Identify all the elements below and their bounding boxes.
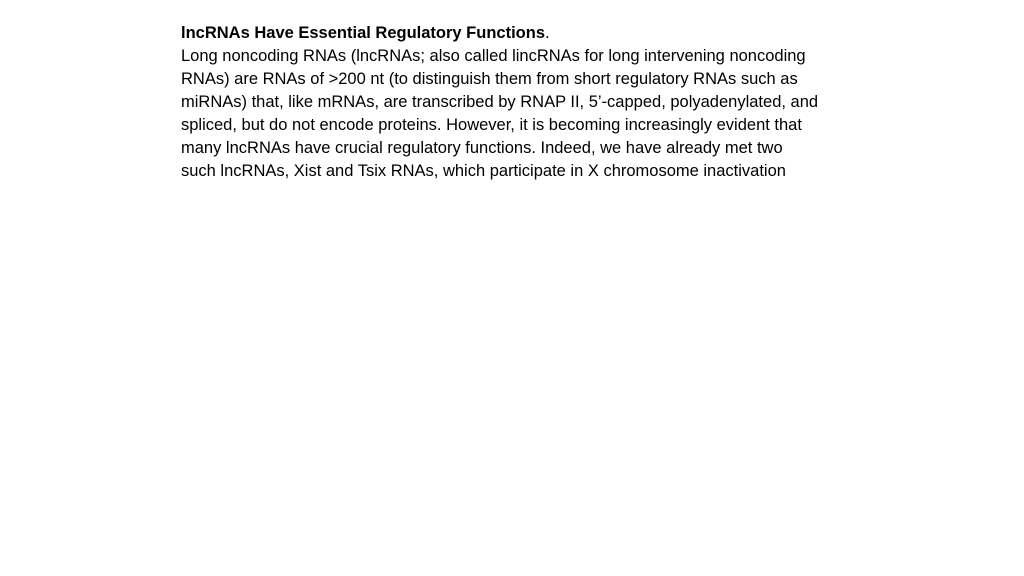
paragraph-line: such lncRNAs, Xist and Tsix RNAs, which participate in X chromosome inactivation bbox=[181, 162, 786, 180]
paragraph-line: miRNAs) that, like mRNAs, are transcribed by RNAP II, 5’-capped, polyadenylated, and bbox=[181, 93, 819, 111]
paragraph-line: RNAs) are RNAs of >200 nt (to distinguish them from short regulatory RNAs such as bbox=[181, 70, 798, 88]
heading-line bbox=[181, 22, 871, 45]
paragraph-line: Long noncoding RNAs (lncRNAs; also called lincRNAs for long intervening noncoding bbox=[181, 47, 806, 65]
text-block bbox=[181, 22, 871, 183]
paragraph-line: spliced, but do not encode proteins. However, it is becoming increasingly evident that bbox=[181, 116, 802, 134]
heading-period: . bbox=[545, 24, 550, 42]
heading-title: lncRNAs Have Essential Regulatory Functions bbox=[181, 24, 546, 42]
paragraph-line: many lncRNAs have crucial regulatory functions. Indeed, we have already met two bbox=[181, 139, 783, 157]
